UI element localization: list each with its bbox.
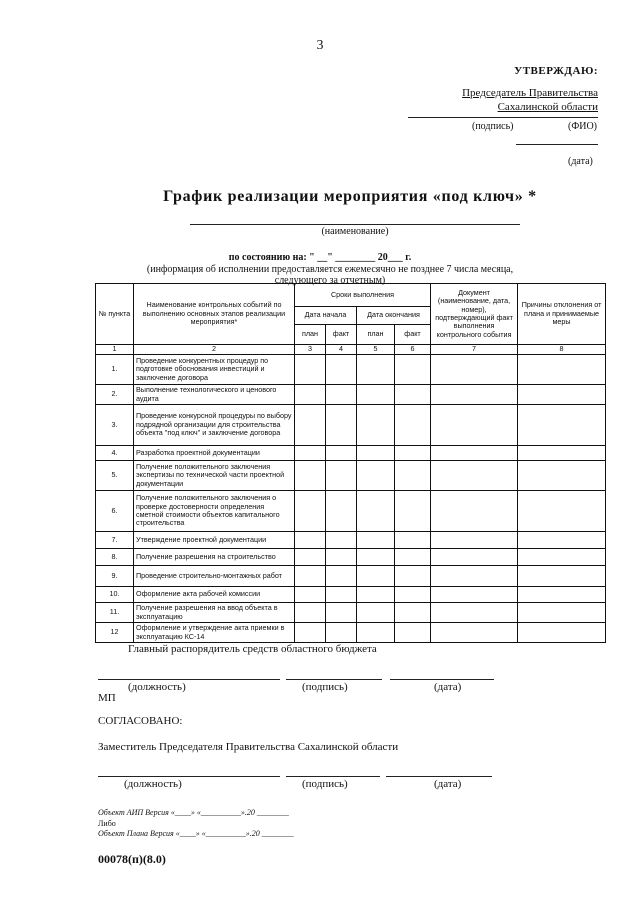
row-number: 7.: [96, 532, 134, 549]
document-code: 00078(п)(8.0): [98, 852, 166, 866]
column-index: 8: [518, 345, 606, 355]
approver-signature-caption: (подпись): [472, 121, 514, 132]
page-number: 3: [316, 38, 324, 53]
approver-date-caption: (дата): [568, 156, 593, 167]
row-number: 1.: [96, 355, 134, 385]
agreed-heading: СОГЛАСОВАНО:: [98, 715, 183, 727]
deputy-title: Заместитель Председателя Правительства Сахалинской области: [98, 741, 399, 753]
row-number: 5.: [96, 461, 134, 491]
status-date-line: по состоянию на: " __" ________ 20___ г.: [228, 252, 412, 263]
column-index: 1: [96, 345, 134, 355]
row-event: Получение разрешения на ввод объекта в эксплуатацию: [134, 603, 295, 623]
header-end-plan: план: [357, 325, 395, 345]
deputy-position-caption: (должность): [124, 778, 182, 790]
info-note-line2: следующего за отчетным): [274, 275, 386, 286]
table-row: [96, 549, 606, 566]
manager-position-line: [98, 679, 280, 680]
row-number: 6.: [96, 491, 134, 532]
column-index: 5: [357, 345, 395, 355]
table-row: [96, 385, 606, 405]
name-caption: (наименование): [321, 226, 389, 237]
row-event: Оформление акта рабочей комиссии: [134, 587, 295, 603]
row-event: Проведение конкурентных процедур по подготовке обоснования инвестиций и заключение договора: [134, 355, 295, 385]
deputy-signature-caption: (подпись): [302, 778, 348, 790]
header-terms: Сроки выполнения: [295, 284, 431, 307]
or-line: Либо: [98, 819, 116, 828]
manager-signature-line: [286, 679, 382, 680]
table-row: [96, 446, 606, 461]
approve-heading: УТВЕРЖДАЮ:: [514, 65, 598, 77]
table-row: [96, 623, 606, 643]
row-number: 11.: [96, 603, 134, 623]
approver-position-line1: Председатель Правительства: [462, 87, 598, 99]
row-event: Проведение строительно-монтажных работ: [134, 566, 295, 587]
column-index: 6: [395, 345, 431, 355]
row-number: 3.: [96, 405, 134, 446]
approver-date-line: [516, 144, 598, 145]
deputy-date-caption: (дата): [434, 778, 462, 790]
row-event: Выполнение технологического и ценового аудита: [134, 385, 295, 405]
row-number: 4.: [96, 446, 134, 461]
approval-block: [462, 64, 598, 114]
deputy-signature-line: [286, 776, 380, 777]
row-event: Разработка проектной документации: [134, 446, 295, 461]
aip-version-line: Объект АИП Версия «____» «__________».20 ________: [98, 808, 289, 817]
header-document: Документ (наименование, дата, номер), подтверждающий факт выполнения контрольного события: [431, 284, 518, 345]
row-number: 8.: [96, 549, 134, 566]
header-end-date: Дата окончания: [357, 307, 431, 325]
approver-name-caption: (ФИО): [568, 121, 598, 132]
row-event: Получение положительного заключения о проверке достоверности определения сметной стоимости объектов капитального строительства: [134, 491, 295, 532]
row-number: 9.: [96, 566, 134, 587]
schedule-table: [95, 283, 606, 643]
header-end-fact: факт: [395, 325, 431, 345]
table-row: [96, 566, 606, 587]
table-row: [96, 603, 606, 623]
row-event: Проведение конкурсной процедуры по выбору подрядной организации для строительства объекта "под ключ" и заключение договора: [134, 405, 295, 446]
manager-title: Главный распорядитель средств областного бюджета: [128, 643, 377, 655]
manager-date-line: [390, 679, 494, 680]
column-index: 3: [295, 345, 326, 355]
stamp-place-label: МП: [98, 692, 116, 704]
row-event: Получение разрешения на строительство: [134, 549, 295, 566]
approver-position-line2: Сахалинской области: [497, 101, 598, 113]
header-start-date: Дата начала: [295, 307, 357, 325]
row-number: 10.: [96, 587, 134, 603]
table-row: [96, 461, 606, 491]
column-index: 2: [134, 345, 295, 355]
row-event: Утверждение проектной документации: [134, 532, 295, 549]
plan-version-line: Объект Плана Версия «____» «__________».20 ________: [98, 829, 294, 838]
row-number: 12: [96, 623, 134, 643]
deputy-date-line: [386, 776, 492, 777]
row-event: Получение положительного заключения экспертизы по технической части проектной документации: [134, 461, 295, 491]
column-index: 4: [326, 345, 357, 355]
document-title: График реализации мероприятия «под ключ» *: [163, 188, 537, 205]
table-row: [96, 355, 606, 385]
manager-signature-caption: (подпись): [302, 681, 348, 693]
deputy-position-line: [98, 776, 280, 777]
table-row: [96, 532, 606, 549]
header-reasons: Причины отклонения от плана и принимаемые меры: [518, 284, 606, 345]
header-event: Наименование контрольных событий по выполнению основных этапов реализации мероприятия*: [134, 284, 295, 345]
column-index: 7: [431, 345, 518, 355]
header-start-fact: факт: [326, 325, 357, 345]
manager-date-caption: (дата): [434, 681, 462, 693]
info-note-line1: (информация об исполнении предоставляется ежемесячно не позднее 7 числа месяца,: [146, 264, 514, 275]
table-row: [96, 405, 606, 446]
table-row: [96, 587, 606, 603]
header-start-plan: план: [295, 325, 326, 345]
approver-signature-line: [408, 117, 598, 118]
header-number: № пункта: [96, 284, 134, 345]
name-line: [190, 224, 520, 225]
row-number: 2.: [96, 385, 134, 405]
manager-position-caption: (должность): [128, 681, 186, 693]
table-row: [96, 491, 606, 532]
row-event: Оформление и утверждение акта приемки в эксплуатацию КС-14: [134, 623, 295, 643]
